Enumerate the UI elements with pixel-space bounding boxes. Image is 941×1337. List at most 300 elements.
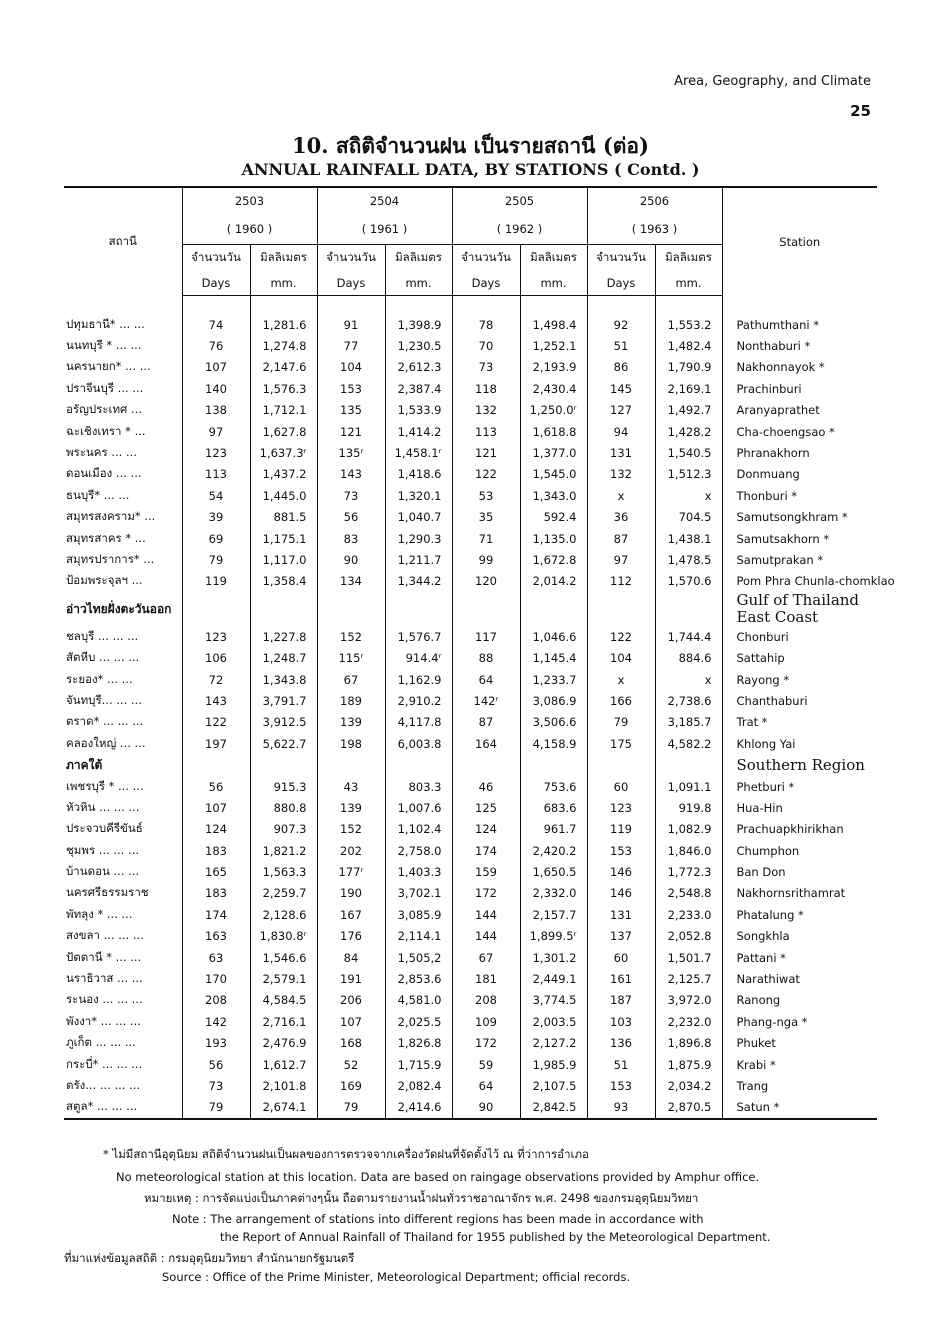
days-cell: 70 (452, 335, 520, 356)
mm-cell: 1,846.0 (655, 840, 722, 861)
mm-cell: 2,738.6 (655, 690, 722, 711)
mm-cell: 1,250.0ʳ (520, 400, 587, 421)
station-thai-cell: ดอนเมือง ... ... (66, 466, 142, 481)
mm-cell: 1,414.2 (385, 421, 452, 442)
mm-cell: 4,584.5 (250, 990, 317, 1011)
table-row (64, 840, 877, 861)
table-row (64, 968, 877, 989)
days-cell: 166 (587, 690, 655, 711)
table-row (64, 507, 877, 528)
mm-cell: 1,492.7 (655, 400, 722, 421)
mm-cell: 1,505,2 (385, 947, 452, 968)
days-cell: 112 (587, 571, 655, 592)
mm-cell: 2,414.6 (385, 1097, 452, 1119)
station-thai-cell: ตราด* ... ... ... (66, 714, 144, 729)
station-english-cell: Phatalung * (722, 904, 877, 925)
mm-cell: 1,145.4 (520, 647, 587, 668)
days-cell: 35 (452, 507, 520, 528)
table-row (64, 378, 877, 399)
mm-cell: 3,086.9 (520, 690, 587, 711)
mm-cell: 2,420.2 (520, 840, 587, 861)
mm-cell: 1,437.2 (250, 464, 317, 485)
mm-cell: 1,428.2 (655, 421, 722, 442)
station-english-cell: Aranyaprathet (722, 400, 877, 421)
days-cell: 79 (317, 1097, 385, 1119)
days-cell: 93 (587, 1097, 655, 1119)
table-row (64, 926, 877, 947)
station-english-cell: Nakhornsrithamrat (722, 883, 877, 904)
mm-cell: 1,715.9 (385, 1054, 452, 1075)
days-cell: 144 (452, 904, 520, 925)
days-cell: 64 (452, 669, 520, 690)
station-english-cell: Chanthaburi (722, 690, 877, 711)
region-thai: ภาคใต้ (66, 757, 103, 772)
days-cell: 124 (182, 819, 250, 840)
mm-cell: 3,185.7 (655, 712, 722, 733)
empty-cell (452, 754, 520, 775)
station-english-cell: Prachinburi (722, 378, 877, 399)
days-cell: 134 (317, 571, 385, 592)
days-cell: 53 (452, 485, 520, 506)
station-thai-cell: ฉะเชิงเทรา * ... (66, 423, 146, 438)
mm-cell: 1,252.1 (520, 335, 587, 356)
region-english: Southern Region (722, 754, 877, 775)
days-cell: 161 (587, 968, 655, 989)
mm-cell: 1,478.5 (655, 549, 722, 570)
station-english-cell: Cha-choengsao * (722, 421, 877, 442)
mm-cell: 1,040.7 (385, 507, 452, 528)
mm-cell: 2,612.3 (385, 357, 452, 378)
days-cell: 56 (317, 507, 385, 528)
days-cell: 191 (317, 968, 385, 989)
days-cell: 172 (452, 1033, 520, 1054)
station-thai-cell: ปราจีนบุรี ... ... (66, 380, 144, 395)
mm-cell: 1,570.6 (655, 571, 722, 592)
empty-cell (182, 592, 250, 626)
station-english-cell: Narathiwat (722, 968, 877, 989)
days-cell: 123 (182, 626, 250, 647)
station-thai-cell: พังงา* ... ... ... (66, 1013, 141, 1028)
station-english-cell: Phuket (722, 1033, 877, 1054)
days-cell: 153 (587, 840, 655, 861)
mm-cell: 1,377.0 (520, 442, 587, 463)
mm-thai-header: มิลลิเมตร (250, 245, 317, 271)
station-thai-cell: ปัตตานี * ... ... (66, 949, 142, 964)
mm-cell: 1,248.7 (250, 647, 317, 668)
mm-cell: 1,576.7 (385, 626, 452, 647)
note-english-line2: the Report of Annual Rainfall of Thailand for 1955 published by the Meteorological Department. (220, 1230, 771, 1244)
empty-cell (250, 754, 317, 775)
mm-cell: 914.4ʳ (385, 647, 452, 668)
mm-cell: 1,498.4 (520, 314, 587, 335)
station-thai-cell: เพชรบุรี * ... ... (66, 778, 144, 793)
region-thai: อ่าวไทยฝั่งตะวันออก (66, 601, 172, 616)
mm-cell: 753.6 (520, 776, 587, 797)
days-cell: 187 (587, 990, 655, 1011)
days-cell: 181 (452, 968, 520, 989)
table-row (64, 819, 877, 840)
mm-cell: 2,232.0 (655, 1011, 722, 1032)
mm-cell: 2,910.2 (385, 690, 452, 711)
days-cell: 132 (587, 464, 655, 485)
mm-cell: 2,034.2 (655, 1075, 722, 1096)
mm-cell: 2,842.5 (520, 1097, 587, 1119)
mm-cell: 2,674.1 (250, 1097, 317, 1119)
table-row (64, 797, 877, 818)
days-cell: 69 (182, 528, 250, 549)
mm-cell: 1,821.2 (250, 840, 317, 861)
days-cell: 94 (587, 421, 655, 442)
year-be-header: 2503 (182, 187, 317, 214)
empty-cell (722, 296, 877, 315)
empty-cell (452, 592, 520, 626)
days-cell: 142ʳ (452, 690, 520, 711)
days-cell: 123 (587, 797, 655, 818)
days-cell: 183 (182, 840, 250, 861)
mm-cell: 704.5 (655, 507, 722, 528)
mm-cell: 1,230.5 (385, 335, 452, 356)
station-thai-cell: ระนอง ... ... ... (66, 992, 143, 1007)
days-english-header: Days (587, 270, 655, 296)
days-cell: 117 (452, 626, 520, 647)
mm-english-header: mm. (520, 270, 587, 296)
days-english-header: Days (452, 270, 520, 296)
mm-cell: 1,512.3 (655, 464, 722, 485)
days-cell: 121 (452, 442, 520, 463)
year-ad-header: ( 1963 ) (587, 214, 722, 245)
mm-cell: 919.8 (655, 797, 722, 818)
station-english-cell: Ranong (722, 990, 877, 1011)
days-cell: 153 (587, 1075, 655, 1096)
station-thai-cell: จันทบุรี... ... ... (66, 692, 142, 707)
days-cell: 99 (452, 549, 520, 570)
table-row (64, 947, 877, 968)
empty-cell (182, 754, 250, 775)
table-row (64, 549, 877, 570)
station-thai-cell: ชลบุรี ... ... ... (66, 628, 139, 643)
station-thai-cell: บ้านดอน ... ... (66, 864, 140, 879)
mm-cell: 4,581.0 (385, 990, 452, 1011)
mm-cell: 1,227.8 (250, 626, 317, 647)
mm-cell: 1,301.2 (520, 947, 587, 968)
days-cell: 172 (452, 883, 520, 904)
table-row (64, 1011, 877, 1032)
days-cell: 170 (182, 968, 250, 989)
mm-cell: 1,343.8 (250, 669, 317, 690)
mm-cell: 1,162.9 (385, 669, 452, 690)
mm-cell: 1,046.6 (520, 626, 587, 647)
table-title-english: ANNUAL RAINFALL DATA, BY STATIONS ( Contd. ) (241, 160, 700, 179)
mm-cell: 1,438.1 (655, 528, 722, 549)
station-thai-cell: สตูล* ... ... ... (64, 1097, 182, 1119)
days-cell: 113 (182, 464, 250, 485)
days-cell: 51 (587, 335, 655, 356)
station-thai-cell: สมุทรสงคราม* ... (66, 509, 156, 524)
station-english-cell: Khlong Yai (722, 733, 877, 754)
region-row (64, 592, 877, 626)
mm-cell: 2,114.1 (385, 926, 452, 947)
mm-cell: 1,612.7 (250, 1054, 317, 1075)
mm-cell: 592.4 (520, 507, 587, 528)
station-english-cell: Songkhla (722, 926, 877, 947)
station-thai-cell: อรัญประเทศ ... (66, 402, 142, 417)
mm-cell: 1,533.9 (385, 400, 452, 421)
mm-cell: 2,157.7 (520, 904, 587, 925)
days-cell: 115ʳ (317, 647, 385, 668)
days-cell: 143 (182, 690, 250, 711)
table-row (64, 733, 877, 754)
days-cell: 139 (317, 712, 385, 733)
empty-cell (587, 296, 655, 315)
station-english-cell: Pattani * (722, 947, 877, 968)
empty-cell (64, 296, 182, 315)
mm-cell: 3,774.5 (520, 990, 587, 1011)
days-cell: 144 (452, 926, 520, 947)
mm-cell: 1,627.8 (250, 421, 317, 442)
table-row (64, 904, 877, 925)
table-row (64, 626, 877, 647)
empty-cell (587, 592, 655, 626)
days-cell: 183 (182, 883, 250, 904)
days-cell: 190 (317, 883, 385, 904)
year-be-header: 2506 (587, 187, 722, 214)
empty-cell (317, 296, 385, 315)
mm-cell: 2,853.6 (385, 968, 452, 989)
source-english: Source : Office of the Prime Minister, Meteorological Department; official records. (162, 1270, 631, 1284)
mm-cell: 1,553.2 (655, 314, 722, 335)
mm-cell: 1,233.7 (520, 669, 587, 690)
mm-cell: 1,445.0 (250, 485, 317, 506)
mm-cell: 1,875.9 (655, 1054, 722, 1075)
station-english-cell: Pathumthani * (722, 314, 877, 335)
mm-cell: 2,169.1 (655, 378, 722, 399)
mm-cell: 2,014.2 (520, 571, 587, 592)
mm-cell: 2,259.7 (250, 883, 317, 904)
empty-cell (317, 592, 385, 626)
station-english-header: Station (722, 187, 877, 296)
mm-cell: 1,343.0 (520, 485, 587, 506)
station-english-cell: Ban Don (722, 861, 877, 882)
mm-cell: 1,398.9 (385, 314, 452, 335)
days-cell: 174 (182, 904, 250, 925)
table-row (64, 1075, 877, 1096)
mm-cell: 2,716.1 (250, 1011, 317, 1032)
station-english-cell: Samutprakan * (722, 549, 877, 570)
year-ad-header: ( 1960 ) (182, 214, 317, 245)
table-row (64, 861, 877, 882)
days-cell: 122 (452, 464, 520, 485)
mm-cell: 880.8 (250, 797, 317, 818)
days-cell: 189 (317, 690, 385, 711)
days-cell: 118 (452, 378, 520, 399)
mm-cell: 2,082.4 (385, 1075, 452, 1096)
mm-cell: 803.3 (385, 776, 452, 797)
days-cell: 145 (587, 378, 655, 399)
empty-cell (385, 754, 452, 775)
mm-english-header: mm. (655, 270, 722, 296)
days-cell: 51 (587, 1054, 655, 1075)
mm-cell: 1,344.2 (385, 571, 452, 592)
station-thai-cell: พัทลุง * ... ... (66, 906, 133, 921)
days-cell: 107 (182, 797, 250, 818)
table-body (64, 296, 895, 1120)
days-cell: 90 (452, 1097, 520, 1119)
empty-cell (520, 754, 587, 775)
empty-cell (520, 296, 587, 315)
station-thai-cell: หัวหิน ... ... ... (66, 799, 140, 814)
days-cell: 131 (587, 904, 655, 925)
empty-cell (655, 754, 722, 775)
mm-cell: 2,003.5 (520, 1011, 587, 1032)
days-cell: 165 (182, 861, 250, 882)
station-thai-cell: ธนบุรี* ... ... (66, 487, 130, 502)
table-row (64, 712, 877, 733)
days-cell: 164 (452, 733, 520, 754)
days-cell: 107 (182, 357, 250, 378)
station-thai-cell: สมุทรสาคร * ... (66, 530, 146, 545)
mm-cell: 1,712.1 (250, 400, 317, 421)
days-cell: 168 (317, 1033, 385, 1054)
station-english-cell: Samutsongkhram * (722, 507, 877, 528)
mm-cell: 1,135.0 (520, 528, 587, 549)
days-cell: 138 (182, 400, 250, 421)
mm-cell: 3,085.9 (385, 904, 452, 925)
days-cell: 124 (452, 819, 520, 840)
station-english-cell: Phang-nga * (722, 1011, 877, 1032)
table-row (64, 528, 877, 549)
mm-cell: 2,128.6 (250, 904, 317, 925)
days-cell: 103 (587, 1011, 655, 1032)
mm-cell: 1,403.3 (385, 861, 452, 882)
empty-cell (655, 296, 722, 315)
days-thai-header: จำนวนวัน (587, 245, 655, 271)
days-cell: 135ʳ (317, 442, 385, 463)
station-english-cell: Thonburi * (722, 485, 877, 506)
station-thai-cell: นครศรีธรรมราช (66, 885, 149, 900)
mm-cell: 2,127.2 (520, 1033, 587, 1054)
mm-cell: 2,193.9 (520, 357, 587, 378)
empty-cell (250, 296, 317, 315)
table-row (64, 464, 877, 485)
year-be-header: 2505 (452, 187, 587, 214)
days-cell: 159 (452, 861, 520, 882)
mm-cell: 915.3 (250, 776, 317, 797)
days-cell: 63 (182, 947, 250, 968)
mm-cell: 1,281.6 (250, 314, 317, 335)
days-cell: 140 (182, 378, 250, 399)
days-cell: 122 (587, 626, 655, 647)
station-thai-cell: กระบี่* ... ... ... (66, 1056, 143, 1071)
mm-cell: 5,622.7 (250, 733, 317, 754)
days-cell: 97 (587, 549, 655, 570)
empty-cell (317, 754, 385, 775)
station-thai-cell: ระยอง* ... ... (66, 671, 133, 686)
station-thai-cell: นราธิวาส ... ... (66, 971, 143, 986)
mm-cell: 1,358.4 (250, 571, 317, 592)
mm-cell: 2,387.4 (385, 378, 452, 399)
mm-cell: 2,430.4 (520, 378, 587, 399)
days-cell: 73 (452, 357, 520, 378)
station-english-cell: Chumphon (722, 840, 877, 861)
station-thai-cell: คลองใหญ่ ... ... (66, 735, 146, 750)
station-thai-cell: ปทุมธานี* ... ... (66, 316, 145, 331)
mm-cell: 1,618.8 (520, 421, 587, 442)
mm-cell: 881.5 (250, 507, 317, 528)
table-row (64, 776, 877, 797)
days-cell: 84 (317, 947, 385, 968)
station-thai-header: สถานี (64, 187, 182, 296)
station-english-cell: Sattahip (722, 647, 877, 668)
days-cell: 91 (317, 314, 385, 335)
days-thai-header: จำนวนวัน (452, 245, 520, 271)
days-cell: 123 (182, 442, 250, 463)
days-cell: 79 (587, 712, 655, 733)
mm-cell: 1,418.6 (385, 464, 452, 485)
days-cell: 193 (182, 1033, 250, 1054)
station-english-cell: Satun * (722, 1097, 877, 1119)
days-english-header: Days (182, 270, 250, 296)
year-be-header: 2504 (317, 187, 452, 214)
days-cell: 208 (452, 990, 520, 1011)
days-cell: 122 (182, 712, 250, 733)
station-thai-cell: ชุมพร ... ... ... (66, 842, 140, 857)
mm-cell: 1,501.7 (655, 947, 722, 968)
days-cell: 167 (317, 904, 385, 925)
station-english-cell: Phetburi * (722, 776, 877, 797)
mm-cell: 1,290.3 (385, 528, 452, 549)
station-english-cell: Rayong * (722, 669, 877, 690)
mm-cell: 1,650.5 (520, 861, 587, 882)
days-cell: 74 (182, 314, 250, 335)
mm-cell: 2,758.0 (385, 840, 452, 861)
running-header: Area, Geography, and Climate (674, 74, 871, 89)
days-cell: 121 (317, 421, 385, 442)
mm-cell: 1,007.6 (385, 797, 452, 818)
days-cell: 175 (587, 733, 655, 754)
days-cell: 39 (182, 507, 250, 528)
station-english-cell: Chonburi (722, 626, 877, 647)
table-row (64, 647, 877, 668)
days-cell: 142 (182, 1011, 250, 1032)
mm-cell: 1,790.9 (655, 357, 722, 378)
region-english: Gulf of Thailand East Coast (722, 592, 877, 626)
days-cell: 56 (182, 1054, 250, 1075)
mm-cell: 1,458.1ʳ (385, 442, 452, 463)
days-cell: 97 (182, 421, 250, 442)
days-cell: 113 (452, 421, 520, 442)
days-cell: x (587, 669, 655, 690)
days-cell: 72 (182, 669, 250, 690)
mm-cell: 4,117.8 (385, 712, 452, 733)
days-cell: 177ʳ (317, 861, 385, 882)
empty-cell (182, 296, 250, 315)
days-cell: 43 (317, 776, 385, 797)
days-cell: 120 (452, 571, 520, 592)
mm-cell: 1,546.6 (250, 947, 317, 968)
mm-cell: 2,052.8 (655, 926, 722, 947)
days-cell: 76 (182, 335, 250, 356)
table-row (64, 357, 877, 378)
days-cell: 146 (587, 883, 655, 904)
asterisk-note-thai: * ไม่มีสถานีอุตุนิยม สถิติจำนวนฝนเป็นผลของการตรวจจากเครื่องวัดฝนที่จัดตั้งไว้ ณ ที่ว่าการอำเภอ (103, 1147, 589, 1161)
mm-cell: 2,579.1 (250, 968, 317, 989)
mm-cell: 1,985.9 (520, 1054, 587, 1075)
days-english-header: Days (317, 270, 385, 296)
days-cell: 109 (452, 1011, 520, 1032)
region-row (64, 754, 877, 775)
mm-cell: 2,548.8 (655, 883, 722, 904)
mm-cell: 1,672.8 (520, 549, 587, 570)
